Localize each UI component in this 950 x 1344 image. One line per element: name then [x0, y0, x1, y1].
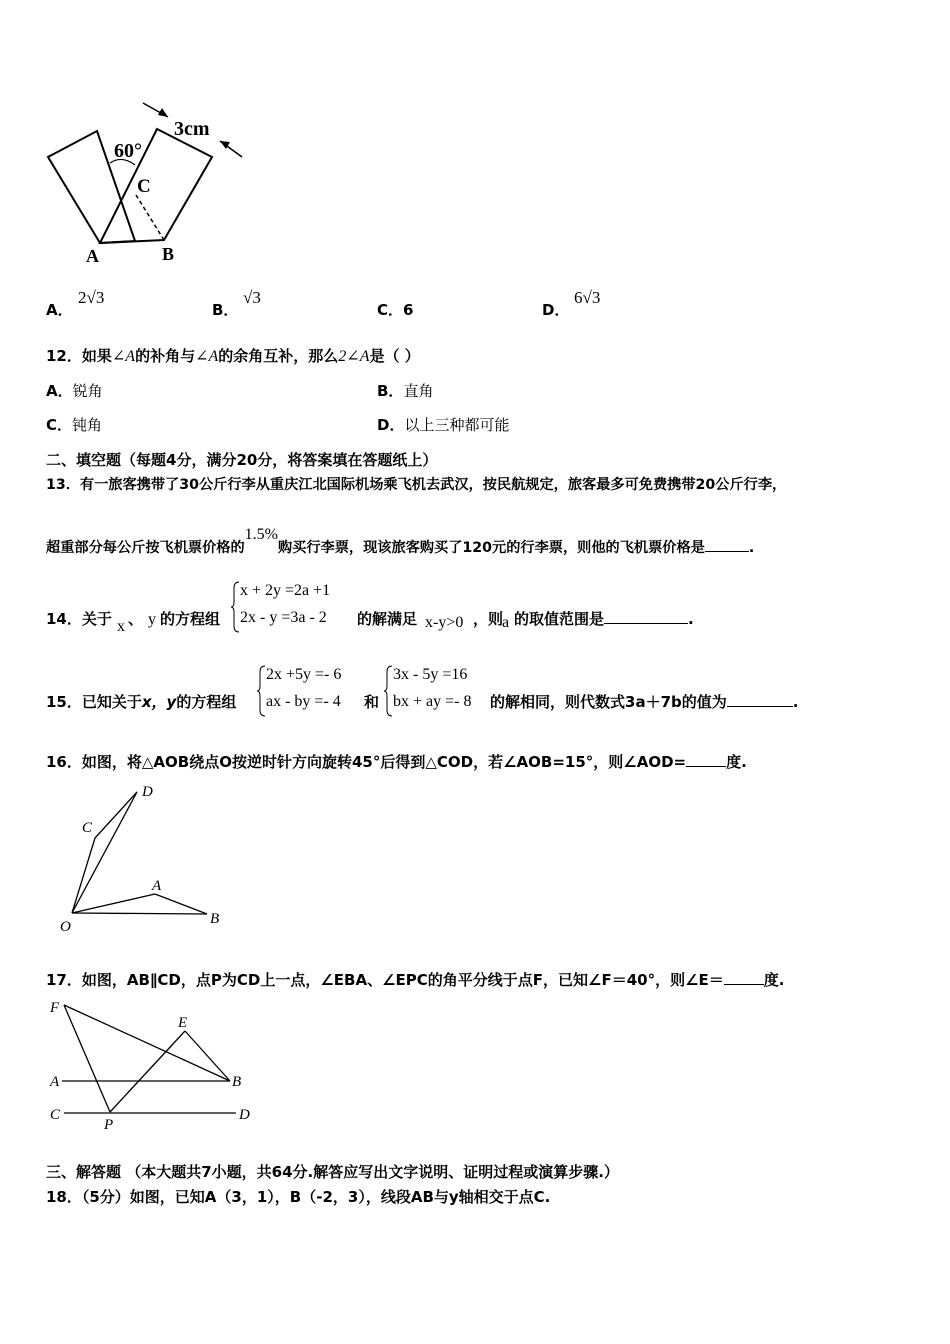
fig16-point-o: O — [60, 919, 71, 935]
q14-text-5: 的取值范围是 . — [514, 610, 694, 628]
q13-line-2: 超重部分每公斤按飞机票价格的1.5%购买行李票，现该旅客购买了120元的行李票，则他的飞机票价格是 . — [46, 526, 755, 556]
fig17-point-b: B — [232, 1074, 242, 1090]
fig16-point-c: C — [82, 820, 93, 836]
q12-option-c: C．钝角 — [46, 416, 103, 434]
fig17-point-a: A — [50, 1074, 60, 1090]
fig11-length-label: 3cm — [174, 118, 210, 140]
q14-var-y: y — [148, 611, 156, 628]
q14-text-4: ，则 — [473, 610, 504, 628]
q14-equation-1: x + 2y =2a +1 — [240, 582, 331, 599]
q18-stem: 18．（5分）如图，已知A（3，1），B（-2，3），线段AB与y轴相交于点C. — [46, 1188, 551, 1206]
q11-option-c: C．6 — [377, 301, 414, 319]
q15-and: 和 — [364, 693, 380, 711]
q12-option-b: B．直角 — [377, 382, 434, 400]
q11-option-b: B． — [212, 301, 239, 319]
q14-separator: 、 — [128, 610, 144, 628]
q11-option-a: A． — [46, 301, 73, 319]
q16-answer-blank[interactable] — [686, 752, 726, 767]
q12-option-a: A．锐角 — [46, 382, 103, 400]
q15-system-a-eq1: 2x +5y =- 6 — [266, 666, 342, 683]
fig17-point-e: E — [178, 1015, 188, 1031]
q15-system-a — [256, 664, 366, 718]
fig11-angle-label: 60° — [114, 140, 142, 162]
fig17-point-f: F — [50, 1000, 60, 1016]
q11-option-a-value: 2√3 — [78, 288, 105, 307]
fig11-point-b: B — [162, 244, 175, 264]
q13-line-1: 13．有一旅客携带了30公斤行李从重庆江北国际机场乘飞机去武汉，按民航规定，旅客最多可免费携带20公斤行李， — [46, 477, 787, 493]
q14-equation-system — [230, 580, 360, 634]
q14-condition: x-y>0 — [425, 614, 464, 631]
figure-q16 — [50, 780, 240, 940]
figure-q17 — [40, 995, 270, 1135]
q15-prefix: 15．已知关于x，y的方程组 — [46, 693, 237, 711]
q11-option-d: D． — [542, 301, 570, 319]
q14-text-2: 的方程组 — [160, 610, 221, 628]
q15-system-b — [383, 664, 493, 718]
section-2-heading: 二、填空题（每题4分，满分20分，将答案填在答题纸上） — [46, 451, 438, 469]
section-3-heading: 三、解答题 （本大题共7小题，共64分.解答应写出文字说明、证明过程或演算步骤.） — [46, 1163, 619, 1181]
q12-option-d: D．以上三种都可能 — [377, 416, 510, 434]
q15-answer-blank[interactable] — [727, 692, 793, 707]
q17-answer-blank[interactable] — [724, 970, 764, 985]
fig11-point-c: C — [137, 176, 151, 197]
q11-option-d-value: 6√3 — [574, 288, 601, 307]
q14-var-x: x — [117, 618, 125, 635]
figure-q11 — [40, 95, 260, 270]
q14-text-3: 的解满足 — [357, 610, 418, 628]
q14-var-a: a — [502, 614, 510, 631]
q11-option-b-value: √3 — [243, 288, 261, 307]
fig17-point-p: P — [104, 1117, 114, 1133]
q14-equation-2: 2x - y =3a - 2 — [240, 609, 327, 626]
q12-stem: 12．如果∠A的补角与∠A的余角互补，那么2∠A是（ ） — [46, 347, 420, 365]
q15-suffix: 的解相同，则代数式3a＋7b的值为 . — [490, 693, 799, 711]
q15-system-a-eq2: ax - by =- 4 — [266, 693, 341, 710]
fig17-point-d: D — [239, 1107, 250, 1123]
fig11-point-a: A — [86, 246, 99, 266]
q16-stem: 16．如图，将△AOB绕点O按逆时针方向旋转45°后得到△COD，若∠AOB=15°，则∠AOD= 度. — [46, 753, 747, 771]
q15-system-b-eq1: 3x - 5y =16 — [393, 666, 468, 683]
fig16-point-b: B — [210, 911, 220, 927]
q15-system-b-eq2: bx + ay =- 8 — [393, 693, 472, 710]
q13-answer-blank[interactable] — [705, 537, 749, 552]
fig17-point-c: C — [50, 1107, 61, 1123]
q14-prefix: 14．关于 — [46, 610, 112, 628]
fig16-point-d: D — [142, 784, 153, 800]
fig16-point-a: A — [152, 878, 162, 894]
q14-answer-blank[interactable] — [604, 609, 688, 624]
q17-stem: 17．如图，AB∥CD，点P为CD上一点，∠EBA、∠EPC的角平分线于点F，已知∠F＝40°，则∠E＝ 度. — [46, 971, 785, 989]
